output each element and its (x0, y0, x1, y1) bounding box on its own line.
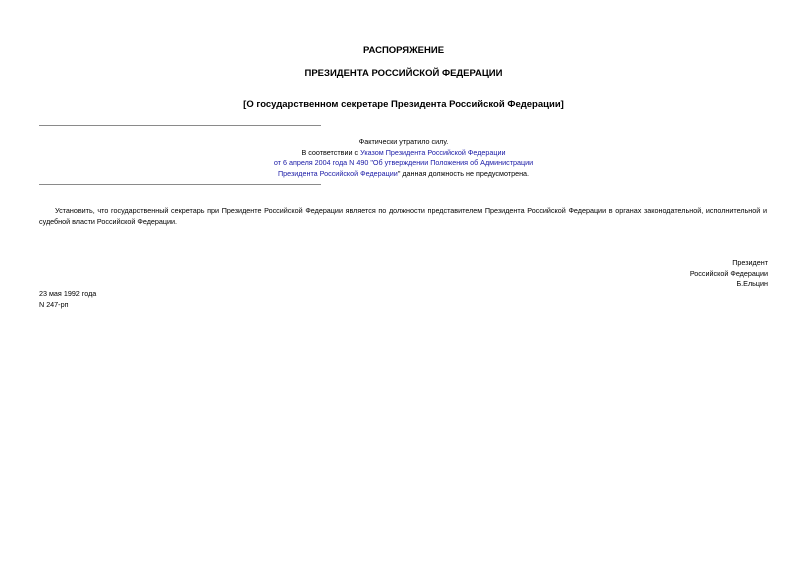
notice-basis-prefix: В соответствии с (301, 147, 361, 157)
signatory-position-country: Российской Федерации (689, 268, 768, 278)
document-subject-heading: [О государственном секретаре Президента Российской Федерации] (243, 99, 564, 110)
document-date: 23 мая 1992 года (39, 289, 97, 298)
notice-bottom-divider (39, 184, 321, 185)
decree-link-end[interactable]: Президента Российской Федерации (277, 168, 398, 178)
notice-line-basis (0, 148, 807, 159)
notice-conclusion-suffix: " данная должность не предусмотрена. (397, 168, 530, 178)
notice-line-conclusion (0, 169, 807, 180)
signatory-position: Президент (732, 258, 768, 267)
notice-line-decree (0, 158, 807, 169)
signatory-name: Б.Ельцин (736, 279, 768, 289)
issuer-heading: ПРЕЗИДЕНТА РОССИЙСКОЙ ФЕДЕРАЦИИ (304, 68, 503, 79)
notice-line-status: Фактически утратило силу. (358, 137, 449, 146)
decree-link-continued[interactable]: от 6 апреля 2004 года N 490 "Об утверждении Положения об Администрации (273, 158, 534, 168)
signature-block (690, 258, 768, 290)
status-notice (0, 137, 807, 179)
document-meta (39, 289, 96, 310)
decree-link[interactable]: Указом Президента Российской Федерации (360, 147, 506, 157)
document-number: N 247-рп (39, 299, 69, 309)
order-paragraph: Установить, что государственный секретарь при Президенте Российской Федерации является по должности представителем Президента Российской Федерации в органах законодательной, исполнительной и судебной власти Российской Федерации. (39, 206, 767, 226)
notice-top-divider (39, 125, 321, 126)
document-type-heading: РАСПОРЯЖЕНИЕ (362, 45, 445, 56)
